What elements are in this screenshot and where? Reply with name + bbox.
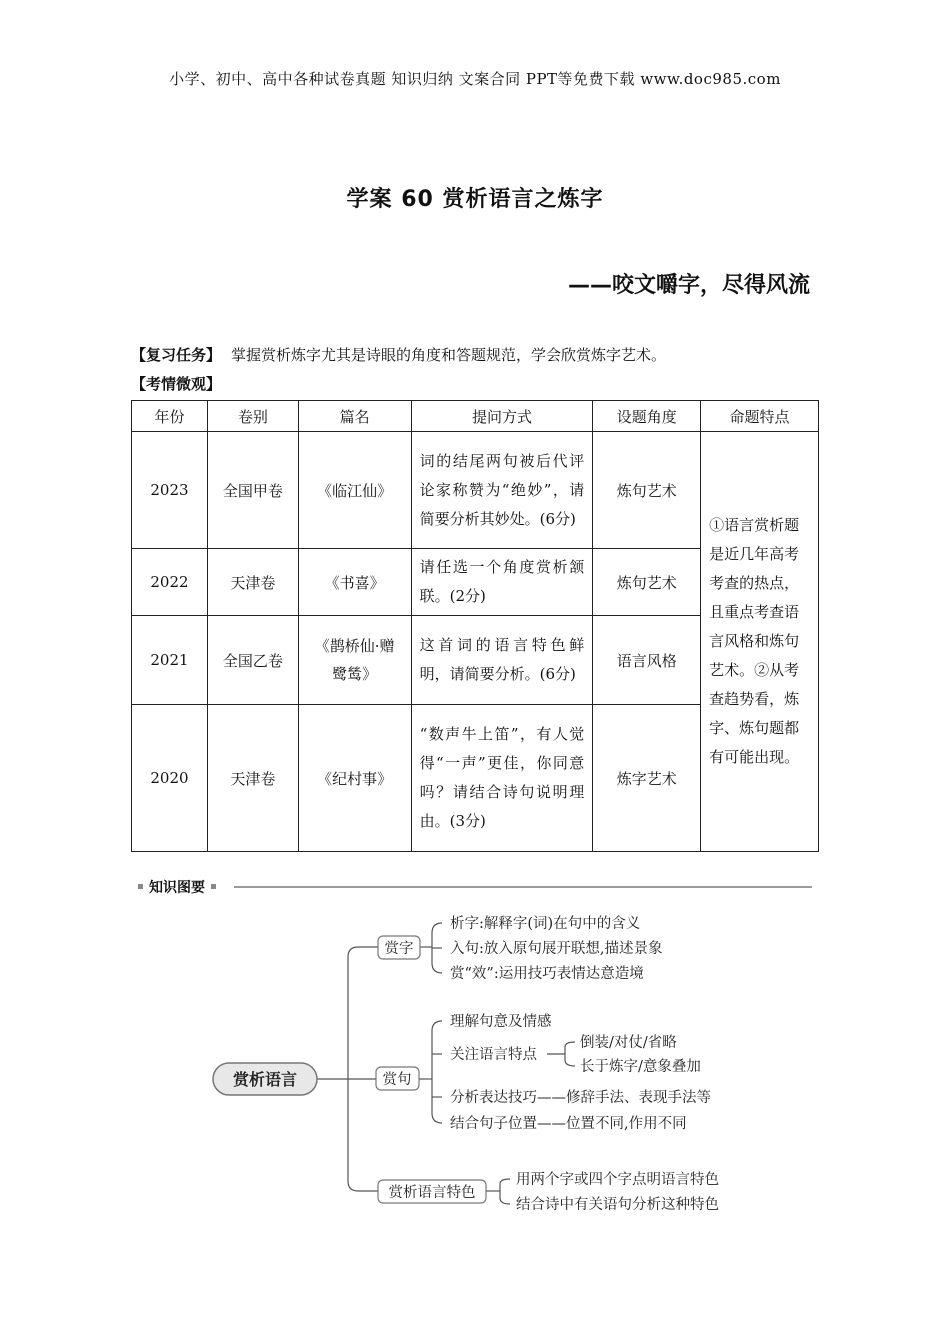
header-features: 命题特点 bbox=[701, 401, 819, 432]
cell-question: 这首词的语言特色鲜明，请简要分析。(6分) bbox=[411, 616, 593, 705]
cell-angle: 炼字艺术 bbox=[593, 705, 701, 852]
cell-year: 2023 bbox=[132, 432, 208, 549]
mind-leaf: 关注语言特点 bbox=[450, 1047, 537, 1063]
page-header: 小学、初中、高中各种试卷真题 知识归纳 文案合同 PPT等免费下载 www.doc985.com bbox=[169, 70, 781, 88]
page-subtitle: ——咬文嚼字，尽得风流 bbox=[567, 273, 810, 298]
root-label: 赏析语言 bbox=[232, 1070, 298, 1089]
cell-angle: 炼句艺术 bbox=[593, 432, 701, 549]
cell-title: 《纪村事》 bbox=[298, 705, 411, 852]
cell-title: 《临江仙》 bbox=[298, 432, 411, 549]
cell-angle: 语言风格 bbox=[593, 616, 701, 705]
page-title: 学案 60 赏析语言之炼字 bbox=[346, 187, 604, 212]
cell-title: 《鹊桥仙·赠鹭鸶》 bbox=[298, 616, 411, 705]
cell-question: 词的结尾两句被后代评论家称赞为“绝妙”，请简要分析其妙处。(6分) bbox=[411, 432, 593, 549]
cell-title: 《书喜》 bbox=[298, 549, 411, 616]
cell-angle: 炼句艺术 bbox=[593, 549, 701, 616]
review-task-text: 掌握赏析炼字尤其是诗眼的角度和答题规范，学会欣赏炼字艺术。 bbox=[231, 346, 667, 364]
header-paper: 卷别 bbox=[207, 401, 298, 432]
header-title: 篇名 bbox=[298, 401, 411, 432]
cell-paper: 全国乙卷 bbox=[207, 616, 298, 705]
section-label: 知识图要 bbox=[149, 879, 205, 896]
mind-leaf: 长于炼字/意象叠加 bbox=[580, 1059, 701, 1075]
mind-leaf: 分析表达技巧——修辞手法、表现手法等 bbox=[450, 1090, 711, 1106]
mind-leaf: 析字:解释字(词)在句中的含义 bbox=[450, 916, 641, 932]
mind-leaf: 用两个字或四个字点明语言特色 bbox=[516, 1172, 719, 1188]
branch3-label: 赏析语言特色 bbox=[388, 1185, 476, 1201]
cell-year: 2020 bbox=[132, 705, 208, 852]
header-year: 年份 bbox=[132, 401, 208, 432]
branch1-label: 赏字 bbox=[384, 941, 414, 957]
cell-paper: 天津卷 bbox=[207, 549, 298, 616]
review-task-label: 【复习任务】 bbox=[131, 346, 222, 364]
branch2-label: 赏句 bbox=[382, 1072, 412, 1088]
header-question: 提问方式 bbox=[411, 401, 593, 432]
mind-leaf: 理解句意及情感 bbox=[450, 1014, 552, 1030]
mind-leaf: 结合句子位置——位置不同,作用不同 bbox=[450, 1116, 687, 1132]
cell-features: ①语言赏析题是近几年高考考查的热点，且重点考查语言风格和炼句艺术。②从考查趋势看，炼字、炼句题都有可能出现。 bbox=[701, 432, 819, 852]
cell-year: 2022 bbox=[132, 549, 208, 616]
cell-paper: 天津卷 bbox=[207, 705, 298, 852]
mind-leaf: 赏“效”:运用技巧表情达意造境 bbox=[450, 966, 644, 982]
cell-paper: 全国甲卷 bbox=[207, 432, 298, 549]
exam-overview-label: 【考情微观】 bbox=[131, 375, 222, 393]
cell-year: 2021 bbox=[132, 616, 208, 705]
mind-leaf: 入句:放入原句展开联想,描述景象 bbox=[450, 941, 663, 957]
cell-question: 请任选一个角度赏析颔联。(2分) bbox=[411, 549, 593, 616]
header-angle: 设题角度 bbox=[593, 401, 701, 432]
cell-question: “数声牛上笛”，有人觉得“一声”更佳，你同意吗？请结合诗句说明理由。(3分) bbox=[411, 705, 593, 852]
mind-leaf: 倒装/对仗/省略 bbox=[580, 1035, 677, 1051]
mind-leaf: 结合诗中有关语句分析这种特色 bbox=[516, 1197, 719, 1213]
